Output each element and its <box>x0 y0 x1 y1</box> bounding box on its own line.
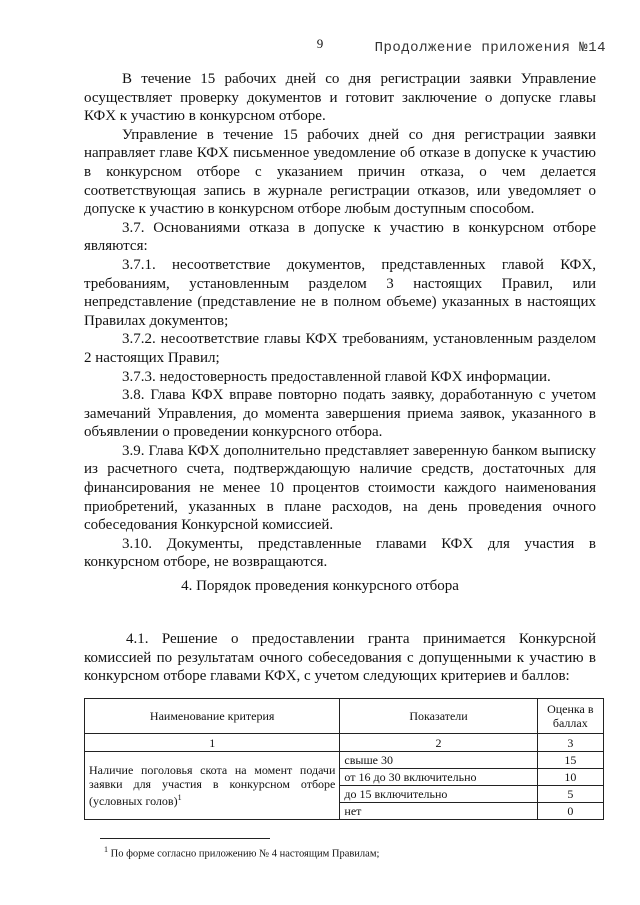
header-indicators: Показатели <box>340 699 537 734</box>
paragraph-notification: Управление в течение 15 рабочих дней со дня регистрации заявки направляет главе КФХ письменное уведомление об отказе в допуске к участию в конкурсном отборе с указанием причин отказа, о чем делается соответствующая запись в журнале регистрации отказов, или уведомляет о допуске к участию в конкурсном отборе любым доступным способом. <box>84 126 596 218</box>
footnote <box>104 845 379 860</box>
criterion-cell <box>85 752 340 820</box>
criterion-text: Наличие поголовья скота на момент подачи заявки для участия в конкурсном отборе (условных голов) <box>89 763 336 808</box>
page-number: 9 <box>316 36 324 51</box>
indicator-cell: до 15 включительно <box>340 786 537 803</box>
score-cell: 15 <box>537 752 603 769</box>
footnote-mark: 1 <box>177 793 182 802</box>
table-number-row <box>85 734 604 752</box>
header-score: Оценка в баллах <box>537 699 603 734</box>
criteria-table <box>84 698 604 820</box>
column-number: 1 <box>85 734 340 752</box>
score-cell: 10 <box>537 769 603 786</box>
footnote-text: По форме согласно приложению № 4 настоящим Правилам; <box>110 848 380 860</box>
paragraph-3-8: 3.8. Глава КФХ вправе повторно подать заявку, доработанную с учетом замечаний Управления, до момента завершения приема заявок, указанного в объявлении о проведении конкурсного отбора. <box>84 387 596 441</box>
footnote-divider <box>100 838 270 839</box>
paragraph-3-10: 3.10. Документы, представленные главами КФХ для участия в конкурсном отборе, не возвращаются. <box>84 535 596 571</box>
paragraph-3-7-2: 3.7.2. несоответствие главы КФХ требованиям, установленным разделом 2 настоящих Правил; <box>84 331 596 366</box>
paragraph-3-7-1: 3.7.1. несоответствие документов, представленных главой КФХ, требованиям, установленным разделом 3 настоящих Правил, или непредставление (представление не в полном объеме) указанных в настоящих Правилах документов; <box>84 256 596 329</box>
column-number: 2 <box>340 734 537 752</box>
section-intro: 4.1. Решение о предоставлении гранта принимается Конкурсной комиссией по результатам очного собеседования с допущенными к участию в конкурсном отборе главами КФХ, с учетом следующих критериев и баллов: <box>84 631 596 685</box>
score-cell: 5 <box>537 786 603 803</box>
paragraph-3-7: 3.7. Основаниями отказа в допуске к участию в конкурсном отборе являются: <box>84 219 596 255</box>
paragraph-review-period: В течение 15 рабочих дней со дня регистрации заявки Управление осуществляет проверку документов и готовит заключение о допуске главы КФХ к участию в конкурсном отборе. <box>84 71 596 125</box>
header-criterion: Наименование критерия <box>85 699 340 734</box>
section-heading: 4. Порядок проведения конкурсного отбора <box>181 578 459 594</box>
paragraph-3-9: 3.9. Глава КФХ дополнительно представляет заверенную банком выписку из расчетного счета, подтверждающую наличие средств, достаточных для финансирования не менее 10 процентов стоимости каждого наименования приобретений, указанных в плане расходов, на день проведения очного собеседования Конкурсной комиссией. <box>84 442 596 534</box>
continuation-label: Продолжение приложения №14 <box>374 40 606 56</box>
table-header-row <box>85 699 604 734</box>
score-cell: 0 <box>537 803 603 820</box>
paragraph-3-7-3: 3.7.3. недостоверность предоставленной главой КФХ информации. <box>122 368 551 385</box>
body-text <box>84 70 596 572</box>
footnote-number: 1 <box>104 845 108 854</box>
table-row <box>85 752 604 769</box>
indicator-cell: от 16 до 30 включительно <box>340 769 537 786</box>
column-number: 3 <box>537 734 603 752</box>
indicator-cell: нет <box>340 803 537 820</box>
indicator-cell: свыше 30 <box>340 752 537 769</box>
